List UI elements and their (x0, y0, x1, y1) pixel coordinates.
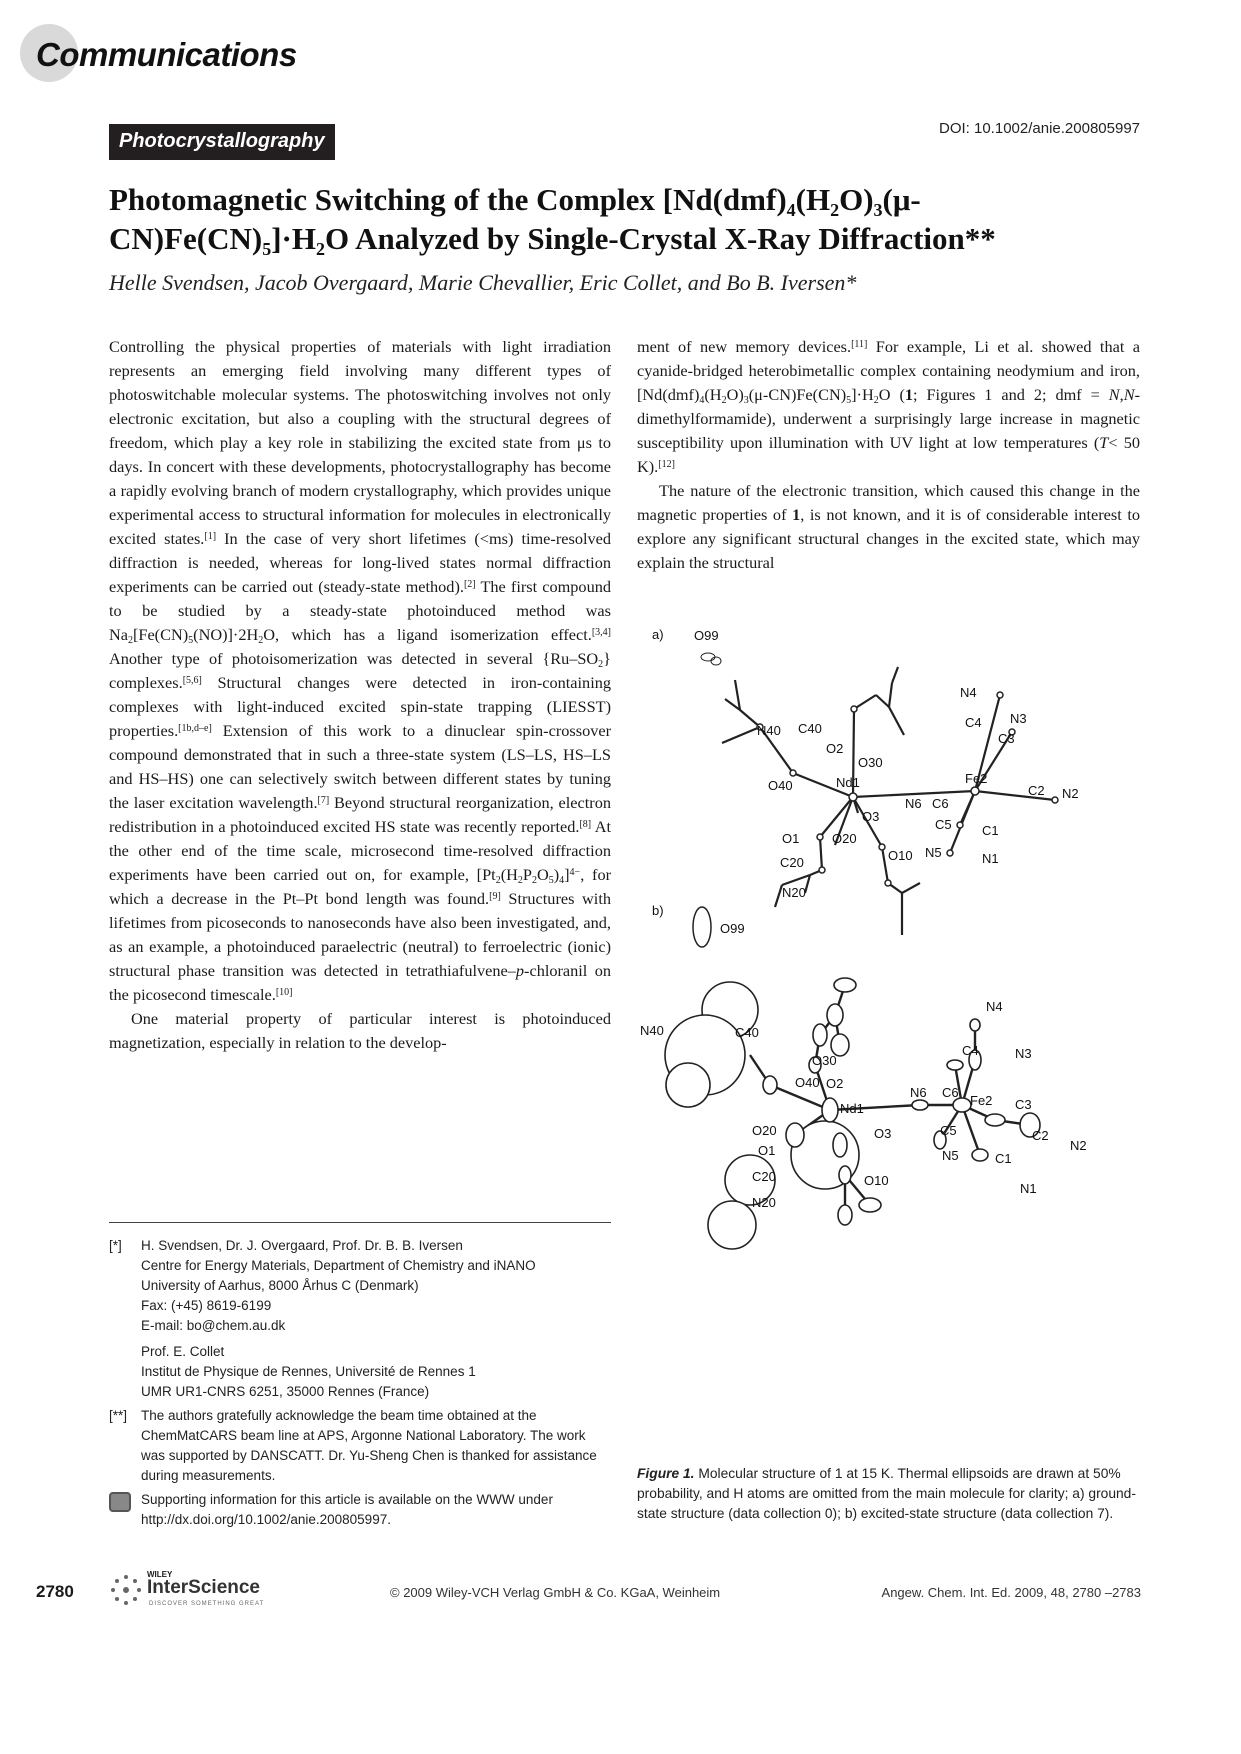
atom-label: C6 (932, 796, 949, 811)
atom-label: O99 (720, 921, 745, 936)
journal-reference: Angew. Chem. Int. Ed. 2009, 48, 2780 –2783 (881, 1585, 1141, 1600)
atom-label: O2 (826, 1076, 844, 1091)
footnote-line: Centre for Energy Materials, Department of Chemistry and iNANO (141, 1258, 536, 1273)
atom-label: O10 (888, 848, 913, 863)
body-column-right (637, 335, 1140, 575)
atom-label: C4 (962, 1043, 979, 1058)
article-title: Photomagnetic Switching of the Complex $[Nd(dmf)_4(H_2O)_3(\mu-CN)Fe(CN)_5]\cdot H_2O$ Analyzed by Single-Crystal X-Ray Diffraction** (109, 182, 996, 259)
atom-label: N1 (1020, 1181, 1037, 1196)
panel-label-b: b) (652, 903, 664, 918)
atom-label: C3 (1015, 1097, 1032, 1112)
atom-label: Nd1 (840, 1101, 864, 1116)
footnote-line: H. Svendsen, Dr. J. Overgaard, Prof. Dr. B. B. Iversen (141, 1238, 463, 1253)
atom-label: N4 (960, 685, 977, 700)
figure-1 (640, 615, 1150, 1455)
footnote-mark: [**] (109, 1408, 128, 1423)
footnote-mark: [*] (109, 1238, 122, 1253)
caption-text: Molecular structure of 1 at 15 K. Thermal ellipsoids are drawn at 50% probability, and H atoms are omitted from the main molecule for clarity; a) ground-state structure (data collection 0); b) excited-state structure (data collection 7). (637, 1466, 1136, 1521)
atom-label: O10 (864, 1173, 889, 1188)
atom-label: O40 (795, 1075, 820, 1090)
atom-label: C2 (1032, 1128, 1049, 1143)
atom-label: C20 (752, 1169, 776, 1184)
atom-label: N20 (752, 1195, 776, 1210)
logo-dots-icon (109, 1573, 143, 1607)
footnote-rule (109, 1222, 611, 1223)
atom-label: O40 (768, 778, 793, 793)
atom-label: C40 (735, 1025, 759, 1040)
footnote-affiliations (109, 1236, 611, 1402)
atom-label: C40 (798, 721, 822, 736)
atom-label: O2 (826, 741, 844, 756)
footnote-acknowledgment (109, 1406, 611, 1486)
atom-label: O30 (812, 1053, 837, 1068)
atom-label: O3 (862, 809, 880, 824)
footnotes (109, 1236, 611, 1534)
atom-ellipsoid (701, 653, 715, 661)
atom-label: Nd1 (836, 775, 860, 790)
atom-label: O20 (752, 1123, 777, 1138)
footnote-line: Prof. E. Collet (141, 1344, 225, 1359)
atom-label: N1 (982, 851, 999, 866)
copyright: © 2009 Wiley-VCH Verlag GmbH & Co. KGaA, Weinheim (390, 1585, 721, 1600)
atom-label: Fe2 (965, 771, 988, 786)
atom-label: O30 (858, 755, 883, 770)
computer-icon (109, 1492, 131, 1512)
molecular-structure-figure (640, 615, 1150, 1455)
atom-label: N40 (640, 1023, 664, 1038)
paragraph: Controlling the physical properties of materials with light irradiation represents an emerging field involving many different types of photoswitchable molecular systems. The photoswitching involves not only electronic excitation, but also a coupling with the structural degrees of freedom, which play a key role in stabilizing the excited state from μs to days. In concert with these developments, photocrystallography has become a rapidly evolving branch of modern crystallography, which provides unique experimental access to structural information for molecules in electronically excited states.[1] In the case of very short lifetimes (<ms) time-resolved diffraction is needed, whereas for long-lived states normal diffraction experiments can be carried out (steady-state method).[2] The first compound to be studied by a steady-state photoinduced method was $Na_2[Fe(CN)_5(NO)]\cdot 2H_2O$, which has a ligand isomerization effect.[3,4] Another type of photoisomerization was detected in several $\{Ru-SO_2\}$ complexes.[5,6] Structural changes were detected in iron-containing complexes with light-induced excited spin-state trapping (LIESST) properties.[1b,d–e] Extension of this work to a dinuclear spin-crossover compound demonstrated that in such a three-state system (LS–LS, HS–LS and HS–HS) one can selectively switch between different states by tuning the laser excitation wavelength.[7] Beyond structural reorganization, electron redistribution in a photoinduced excited HS state was recently reported.[8] At the other end of the time scale, microsecond time-resolved diffraction experiments have been carried out on, for example, $[Pt_2(H_2P_2O_5)_4]^{4-}$, for which a decrease in the Pt–Pt bond length was found.[9] Structures with lifetimes from picoseconds to nanoseconds have also been investigated, and, as an example, a photoinduced paraelectric (neutral) to ferroelectric (ionic) structural phase transition was detected in tetrathiafulvene–p-chloranil on the picosecond timescale.[10] (109, 337, 612, 1004)
footnote-email[interactable]: E-mail: bo@chem.au.dk (141, 1318, 286, 1333)
atom-labels-a (757, 685, 1079, 900)
atom-label: N5 (942, 1148, 959, 1163)
page-number: 2780 (36, 1582, 74, 1601)
atom-label: N40 (757, 723, 781, 738)
atom-label: C5 (935, 817, 952, 832)
footnote-supporting-info (109, 1490, 611, 1530)
atom-label: N2 (1070, 1138, 1087, 1153)
atom-label: C2 (1028, 783, 1045, 798)
paragraph: ment of new memory devices.[11] For example, Li et al. showed that a cyanide-bridged heterobimetallic complex containing neodymium and iron, $[Nd(dmf)_4(H_2O)_3(\mu-CN)Fe(CN)_5]\cdot H_2O$ (1; Figures 1 and 2; dmf = N,N-dimethylformamide), underwent a surprisingly large increase in magnetic susceptibility upon illumination with UV light at low temperatures (T< 50 K).[12] (637, 337, 1140, 476)
atom-label: N3 (1015, 1046, 1032, 1061)
atom-label: O1 (758, 1143, 776, 1158)
atom-label: O1 (782, 831, 800, 846)
atom-label: N2 (1062, 786, 1079, 801)
body-column-left (109, 335, 611, 1055)
atom-label: C20 (780, 855, 804, 870)
atom-label: N6 (905, 796, 922, 811)
atom-label: O20 (832, 831, 857, 846)
paragraph: The nature of the electronic transition, which caused this change in the magnetic properties of 1, is not known, and it is of considerable interest to explore any significant structural changes in the excited state, which may explain the structural (637, 481, 1141, 572)
atom-label: N20 (782, 885, 806, 900)
footnote-line: University of Aarhus, 8000 Århus C (Denmark) (141, 1278, 419, 1293)
atom-label: N6 (910, 1085, 927, 1100)
doi: DOI: 10.1002/anie.200805997 (939, 120, 1140, 137)
atom-label: C1 (982, 823, 999, 838)
atom-label: O99 (694, 628, 719, 643)
footnote-line: Fax: (+45) 8619-6199 (141, 1298, 272, 1313)
atom-ellipsoid (693, 907, 711, 947)
footnote-line: Institut de Physique de Rennes, Université de Rennes 1 (141, 1364, 476, 1379)
atom-label: Fe2 (970, 1093, 993, 1108)
paragraph: One material property of particular interest is photoinduced magnetization, especially in relation to the develop- (109, 1009, 611, 1052)
bonds-a (722, 667, 1055, 935)
atom-label: C4 (965, 715, 982, 730)
atom-ellipsoid (711, 657, 721, 665)
section-heading: Communications (36, 36, 297, 73)
caption-label: Figure 1. (637, 1466, 695, 1481)
atom-label: C6 (942, 1085, 959, 1100)
footnote-line: UMR UR1-CNRS 6251, 35000 Rennes (France) (141, 1384, 430, 1399)
figure-caption (637, 1464, 1147, 1524)
atom-label: O3 (874, 1126, 892, 1141)
author-list: Helle Svendsen, Jacob Overgaard, Marie Chevallier, Eric Collet, and Bo B. Iversen* (109, 270, 857, 295)
interscience-logo[interactable] (109, 1570, 289, 1612)
category-tag: Photocrystallography (109, 124, 335, 160)
logo-wiley-text: WILEY (147, 1570, 173, 1579)
atom-label: C5 (940, 1123, 957, 1138)
atom-label: N4 (986, 999, 1003, 1014)
panel-label-a: a) (652, 627, 664, 642)
footnote-text[interactable]: Supporting information for this article is available on the WWW under http://dx.doi.org/10.1002/anie.200805997. (141, 1492, 553, 1527)
atom-label: N5 (925, 845, 942, 860)
logo-tagline: DISCOVER SOMETHING GREAT (149, 1601, 265, 1607)
atom-label: C3 (998, 731, 1015, 746)
atom-label: N3 (1010, 711, 1027, 726)
footnote-text: The authors gratefully acknowledge the beam time obtained at the ChemMatCARS beam line at APS, Argonne National Laboratory. The work was supported by DANSCATT. Dr. Yu-Sheng Chen is thanked for assistance during measurements. (141, 1408, 597, 1483)
atom-label: C1 (995, 1151, 1012, 1166)
logo-name: InterScience (147, 1577, 260, 1598)
